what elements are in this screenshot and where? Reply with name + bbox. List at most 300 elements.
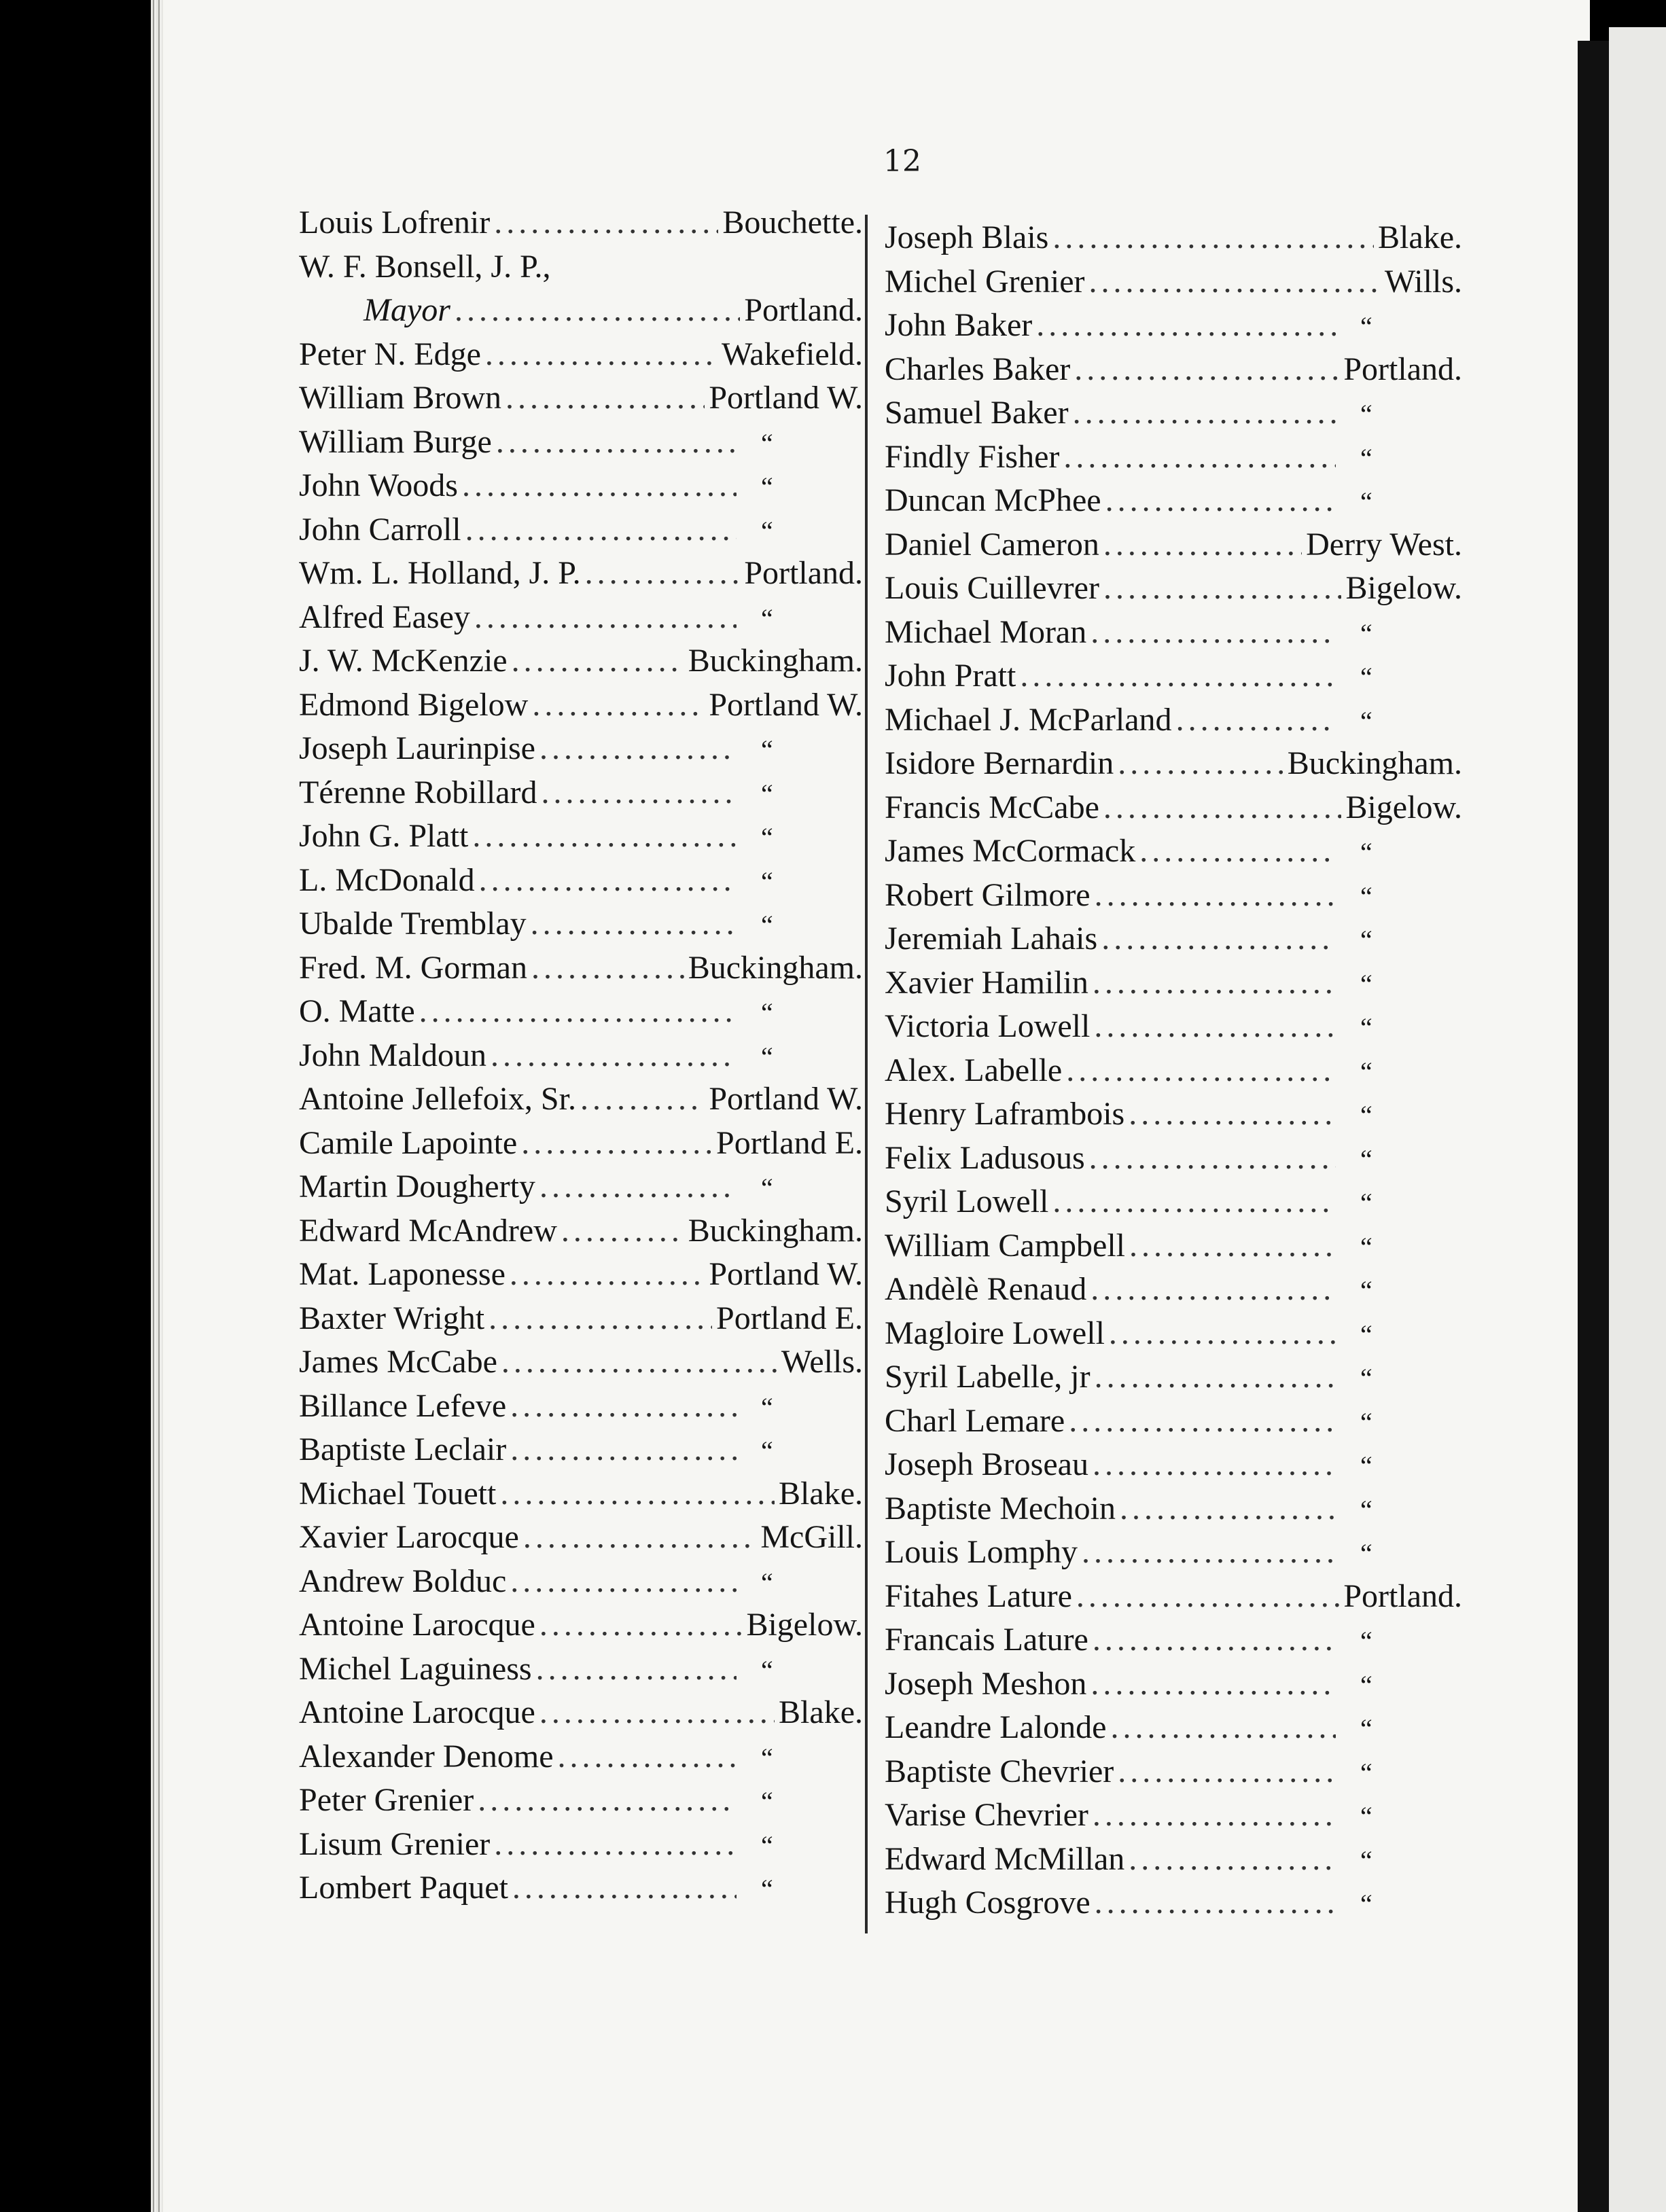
- entry-name: John Woods: [299, 467, 458, 503]
- list-item: [885, 1268, 1462, 1312]
- list-item: [299, 1385, 863, 1429]
- dot-leader: [585, 552, 741, 596]
- entry-name: Ubalde Tremblay: [299, 906, 527, 942]
- ditto-mark: “: [1360, 442, 1372, 474]
- ditto-mark: “: [1360, 837, 1372, 868]
- list-item: [299, 421, 863, 465]
- ditto-mark: “: [761, 1391, 773, 1423]
- ditto-mark: “: [1360, 1538, 1372, 1569]
- ditto-mark: “: [761, 1173, 773, 1203]
- list-item: [885, 1881, 1462, 1925]
- entry-name: Camile Lapointe: [299, 1124, 518, 1161]
- dot-leader: [501, 1340, 777, 1385]
- dot-leader: [531, 902, 737, 946]
- list-item: [885, 1706, 1462, 1750]
- list-item: [299, 1122, 863, 1166]
- dot-leader: [1110, 1706, 1336, 1750]
- ditto-mark: “: [1360, 486, 1372, 517]
- dot-leader: [496, 421, 737, 465]
- entry-place: Blake.: [779, 1475, 863, 1512]
- entry-name: Leandre Lalonde: [885, 1709, 1107, 1745]
- list-item: [299, 1297, 863, 1341]
- entry-name: Peter Grenier: [299, 1782, 474, 1818]
- list-item: [885, 786, 1462, 830]
- entry-name: Wm. L. Holland, J. P.: [299, 555, 581, 591]
- dot-leader: [1120, 1487, 1336, 1531]
- dot-leader: [472, 815, 737, 859]
- entry-place: Wells.: [781, 1344, 863, 1380]
- dot-leader: [521, 1122, 712, 1166]
- list-item: [299, 1735, 863, 1779]
- ditto-mark: “: [1360, 1056, 1372, 1087]
- entry-name: Joseph Meshon: [885, 1665, 1087, 1702]
- ditto-mark: “: [761, 515, 773, 546]
- dot-leader: [1093, 1443, 1336, 1487]
- ditto-mark: “: [761, 1830, 773, 1861]
- ditto-mark: “: [1360, 311, 1372, 342]
- dot-leader: [489, 1297, 712, 1341]
- dot-leader: [1118, 742, 1283, 786]
- dot-leader: [1036, 304, 1336, 348]
- entry-name: William Campbell: [885, 1227, 1125, 1264]
- dot-leader: [1020, 654, 1336, 698]
- ditto-mark: “: [1360, 1626, 1372, 1656]
- list-item: [885, 1399, 1462, 1444]
- page-number: 12: [883, 144, 921, 179]
- entry-name: Peter N. Edge: [299, 336, 481, 372]
- dot-leader: [1139, 830, 1336, 874]
- entry-name: Louis Lomphy: [885, 1534, 1078, 1570]
- dot-leader: [1103, 523, 1302, 567]
- ditto-mark: “: [1360, 399, 1372, 429]
- entry-place: Portland E.: [716, 1124, 863, 1161]
- dot-leader: [1069, 1399, 1336, 1444]
- entry-name: Francais Lature: [885, 1622, 1088, 1658]
- entry-place: Buckingham.: [688, 643, 863, 679]
- ditto-mark: “: [1360, 1844, 1372, 1876]
- entry-place: Portland W.: [709, 380, 863, 416]
- entry-name: Antoine Jellefoix, Sr.: [299, 1081, 576, 1117]
- entry-name: John Maldoun: [299, 1037, 486, 1073]
- list-item: [299, 1034, 863, 1078]
- dot-leader: [1091, 611, 1336, 655]
- entry-name: Jeremiah Lahais: [885, 921, 1098, 957]
- ditto-mark: “: [1360, 1231, 1372, 1262]
- list-item: [299, 1516, 863, 1560]
- ditto-mark: “: [761, 1041, 773, 1072]
- entry-place: Portland.: [1343, 1577, 1462, 1614]
- dot-leader: [1073, 391, 1336, 435]
- dot-leader: [465, 508, 737, 552]
- entry-name: Mat. Laponesse: [299, 1256, 506, 1292]
- ditto-mark: “: [1360, 1713, 1372, 1744]
- ditto-mark: “: [1360, 1450, 1372, 1481]
- entry-name: Magloire Lowell: [885, 1315, 1105, 1351]
- ditto-mark: “: [1360, 1188, 1372, 1218]
- entry-name: Antoine Larocque: [299, 1607, 535, 1643]
- entry-name: Duncan McPhee: [885, 482, 1101, 518]
- ditto-mark: “: [1360, 1363, 1372, 1393]
- list-item: [299, 1209, 863, 1253]
- dot-leader: [580, 1077, 705, 1122]
- dot-leader: [1091, 1268, 1336, 1312]
- list-item: [299, 376, 863, 421]
- dot-leader: [1095, 1881, 1336, 1925]
- ditto-mark: “: [761, 1435, 773, 1466]
- left-column-list: [299, 201, 863, 1910]
- dot-leader: [523, 1516, 757, 1560]
- dot-leader: [1118, 1750, 1336, 1794]
- facing-page-edge: [1609, 27, 1666, 2212]
- list-item: [885, 1180, 1462, 1224]
- entry-place: Portland.: [1343, 351, 1462, 387]
- entry-name: Xavier Larocque: [299, 1519, 519, 1555]
- list-item: [885, 1049, 1462, 1093]
- list-item: [885, 1531, 1462, 1575]
- entry-name: John Pratt: [885, 658, 1016, 694]
- entry-name: Joseph Laurinpise: [299, 730, 535, 766]
- ditto-mark: “: [1360, 1889, 1372, 1919]
- column-divider: [865, 215, 868, 1933]
- entry-name: Joseph Broseau: [885, 1446, 1088, 1482]
- dot-leader: [510, 1428, 737, 1472]
- dot-leader: [1105, 479, 1336, 523]
- ditto-mark: “: [761, 734, 773, 765]
- entry-name: Térenne Robillard: [299, 774, 537, 810]
- list-item: [885, 698, 1462, 743]
- list-item: [885, 1137, 1462, 1181]
- ditto-mark: “: [1360, 1801, 1372, 1832]
- entry-name: Antoine Larocque: [299, 1694, 535, 1730]
- dot-leader: [558, 1735, 737, 1779]
- list-item: [885, 260, 1462, 304]
- dot-leader: [539, 1165, 737, 1209]
- list-item: [885, 1750, 1462, 1794]
- entry-name: Edmond Bigelow: [299, 686, 529, 723]
- entry-name: Samuel Baker: [885, 395, 1069, 431]
- entry-place: Portland.: [744, 292, 863, 328]
- list-item: [885, 830, 1462, 874]
- list-item: [299, 508, 863, 552]
- list-item: [885, 1838, 1462, 1882]
- dot-leader: [542, 771, 737, 815]
- dot-leader: [539, 1603, 743, 1647]
- list-item: [299, 771, 863, 815]
- list-item: [885, 1005, 1462, 1049]
- list-item: [299, 1866, 863, 1910]
- entry-name: Baptiste Mechoin: [885, 1490, 1116, 1527]
- entry-place: Bigelow.: [1345, 789, 1462, 825]
- entry-name: Lombert Paquet: [299, 1870, 508, 1906]
- list-item: [299, 815, 863, 859]
- list-item: [885, 523, 1462, 567]
- entry-name: Robert Gilmore: [885, 876, 1091, 913]
- entry-name: Victoria Lowell: [885, 1008, 1091, 1044]
- list-item: [299, 1077, 863, 1122]
- ditto-mark: “: [1360, 925, 1372, 955]
- dot-leader: [539, 727, 737, 771]
- list-item: [885, 567, 1462, 611]
- dot-leader: [1103, 786, 1342, 830]
- entry-name: Louis Lofrenir: [299, 204, 491, 240]
- ditto-mark: “: [1360, 1319, 1372, 1350]
- ditto-mark: “: [761, 1874, 773, 1904]
- dot-leader: [1091, 1662, 1336, 1707]
- entry-place: Buckingham.: [688, 1212, 863, 1249]
- list-item: [299, 596, 863, 640]
- ditto-mark: “: [761, 1567, 773, 1598]
- dot-leader: [510, 1385, 737, 1429]
- entry-name: Lisum Grenier: [299, 1825, 491, 1862]
- list-item: [885, 1794, 1462, 1838]
- dot-leader: [485, 333, 717, 377]
- dot-leader: [419, 990, 737, 1034]
- entry-name: Michael J. McParland: [885, 701, 1172, 738]
- list-item: [885, 874, 1462, 918]
- entry-name: Findly Fisher: [885, 438, 1060, 475]
- dot-leader: [494, 201, 718, 245]
- book-binding-shadow: [1578, 41, 1609, 2212]
- entry-name: Edward McAndrew: [299, 1212, 557, 1249]
- list-item: [299, 245, 863, 289]
- ditto-mark: “: [1360, 1406, 1372, 1438]
- list-item: [299, 1165, 863, 1209]
- dot-leader: [462, 464, 737, 508]
- list-item: [885, 611, 1462, 655]
- entry-name: L. McDonald: [299, 861, 475, 898]
- entry-name: William Burge: [299, 423, 492, 460]
- entry-name: Edward McMillan: [885, 1840, 1125, 1877]
- list-item: [299, 1823, 863, 1867]
- entry-name: Charles Baker: [885, 351, 1071, 387]
- ditto-mark: “: [1360, 1100, 1372, 1130]
- list-item: [299, 289, 863, 333]
- entry-name: Syril Labelle, jr: [885, 1359, 1091, 1395]
- dot-leader: [1129, 1224, 1336, 1268]
- entry-place: Portland W.: [709, 1256, 863, 1292]
- list-item: [299, 683, 863, 728]
- list-item: [299, 639, 863, 683]
- list-item: [885, 479, 1462, 523]
- entry-name: Michael Touett: [299, 1475, 497, 1512]
- entry-name: Xavier Hamilin: [885, 964, 1088, 1001]
- dot-leader: [1066, 1049, 1336, 1093]
- entry-name: Daniel Cameron: [885, 526, 1099, 563]
- ditto-mark: “: [761, 997, 773, 1028]
- dot-leader: [1093, 1794, 1336, 1838]
- dot-leader: [536, 1647, 737, 1692]
- list-item: [299, 1647, 863, 1692]
- list-item: [885, 1443, 1462, 1487]
- ditto-mark: “: [1360, 880, 1372, 912]
- dot-leader: [1074, 348, 1339, 392]
- ditto-mark: “: [761, 1654, 773, 1685]
- dot-leader: [1095, 1355, 1336, 1399]
- ditto-mark: “: [1360, 1275, 1372, 1306]
- ditto-mark: “: [761, 471, 773, 502]
- dot-leader: [1052, 216, 1374, 260]
- dot-leader: [1095, 874, 1336, 918]
- entry-name: John Baker: [885, 307, 1033, 343]
- list-item: [299, 946, 863, 991]
- list-item: [299, 464, 863, 508]
- entry-name: Syril Lowell: [885, 1183, 1049, 1219]
- list-item: [885, 1312, 1462, 1356]
- entry-place: Blake.: [1378, 219, 1462, 255]
- entry-place: Wakefield.: [721, 336, 863, 372]
- list-item: [299, 1779, 863, 1823]
- list-item: [885, 654, 1462, 698]
- dot-leader: [506, 376, 705, 421]
- list-item: [885, 304, 1462, 348]
- list-item: [885, 1618, 1462, 1662]
- entry-name: Isidore Bernardin: [885, 745, 1114, 781]
- ditto-mark: “: [761, 427, 773, 459]
- list-item: [885, 742, 1462, 786]
- dot-leader: [500, 1472, 775, 1516]
- dot-leader: [1093, 1618, 1336, 1662]
- entry-name: John G. Platt: [299, 818, 469, 854]
- list-item: [885, 1487, 1462, 1531]
- right-column-list: [885, 216, 1462, 1925]
- entry-name: Baxter Wright: [299, 1300, 485, 1336]
- entry-name: Michael Moran: [885, 613, 1087, 650]
- dot-leader: [478, 1779, 737, 1823]
- dot-leader: [1052, 1180, 1336, 1224]
- list-item: [885, 1092, 1462, 1137]
- list-item: [299, 552, 863, 596]
- entry-name: O. Matte: [299, 993, 415, 1029]
- dot-leader: [1176, 698, 1336, 743]
- entry-name: Henry Laframbois: [885, 1096, 1125, 1132]
- list-item: [885, 216, 1462, 260]
- entry-name: Hugh Cosgrove: [885, 1885, 1091, 1921]
- dot-leader: [510, 1560, 737, 1604]
- entry-name: John Carroll: [299, 511, 461, 548]
- list-item: [299, 902, 863, 946]
- list-item: [299, 201, 863, 245]
- dot-leader: [1094, 1005, 1336, 1049]
- list-item: [885, 1575, 1462, 1619]
- ditto-mark: “: [1360, 968, 1372, 999]
- list-item: [885, 435, 1462, 480]
- list-item: [299, 727, 863, 771]
- list-item: [885, 1662, 1462, 1707]
- list-item: [299, 1691, 863, 1735]
- entry-name: Fred. M. Gorman: [299, 949, 527, 986]
- entry-place: Buckingham.: [1287, 745, 1462, 781]
- entry-name: Baptiste Leclair: [299, 1431, 507, 1467]
- entry-place: McGill.: [760, 1519, 863, 1555]
- entry-name: Michel Laguiness: [299, 1650, 532, 1687]
- dot-leader: [1129, 1838, 1336, 1882]
- ditto-mark: “: [761, 603, 773, 634]
- list-item: [299, 859, 863, 903]
- ditto-mark: “: [761, 866, 773, 897]
- list-item: [299, 1603, 863, 1647]
- list-item: [299, 1472, 863, 1516]
- dot-leader: [455, 289, 740, 333]
- entry-name: J. W. McKenzie: [299, 643, 508, 679]
- list-item: [299, 990, 863, 1034]
- list-item: [885, 1355, 1462, 1399]
- list-item: [299, 333, 863, 377]
- ditto-mark: “: [761, 822, 773, 853]
- dot-leader: [1089, 260, 1381, 304]
- list-item: [299, 1253, 863, 1297]
- entry-name: James McCabe: [299, 1344, 497, 1380]
- entry-name: Michel Grenier: [885, 263, 1085, 300]
- dot-leader: [1089, 1137, 1336, 1181]
- list-item: [885, 391, 1462, 435]
- list-item: [299, 1560, 863, 1604]
- ditto-mark: “: [1360, 1012, 1372, 1043]
- entry-name: W. F. Bonsell, J. P.,: [299, 248, 551, 285]
- dot-leader: [474, 596, 737, 640]
- entry-name: Andrew Bolduc: [299, 1563, 507, 1599]
- dot-leader: [1082, 1531, 1336, 1575]
- entry-name: Charl Lemare: [885, 1402, 1065, 1439]
- ditto-mark: “: [761, 1786, 773, 1817]
- dot-leader: [1103, 567, 1342, 611]
- dot-leader: [1093, 961, 1336, 1005]
- ditto-mark: “: [1360, 1143, 1372, 1175]
- entry-name: Alfred Easey: [299, 599, 470, 635]
- ditto-mark: “: [1360, 1669, 1372, 1700]
- entry-name: Billance Lefeve: [299, 1387, 507, 1424]
- entry-place: Portland W.: [709, 1081, 863, 1117]
- entry-name: Alex. Labelle: [885, 1052, 1063, 1088]
- ditto-mark: “: [1360, 1757, 1372, 1788]
- entry-place: Blake.: [779, 1694, 863, 1730]
- list-item: [885, 961, 1462, 1005]
- ditto-mark: “: [1360, 662, 1372, 692]
- dot-leader: [512, 639, 684, 683]
- entry-name: Mayor: [364, 292, 450, 328]
- entry-place: Bigelow.: [746, 1607, 863, 1643]
- entry-name: Francis McCabe: [885, 789, 1099, 825]
- entry-name: James McCormack: [885, 833, 1136, 869]
- dot-leader: [510, 1253, 705, 1297]
- ditto-mark: “: [761, 910, 773, 940]
- entry-name: Louis Cuillevrer: [885, 570, 1099, 606]
- entry-place: Bouchette.: [722, 204, 863, 240]
- list-item: [885, 1224, 1462, 1268]
- dot-leader: [532, 683, 705, 728]
- ditto-mark: “: [761, 778, 773, 809]
- entry-place: Derry West.: [1306, 526, 1462, 563]
- entry-name: Varise Chevrier: [885, 1797, 1088, 1833]
- dot-leader: [1076, 1575, 1339, 1619]
- entry-place: Portland W.: [709, 686, 863, 723]
- entry-name: Andèlè Renaud: [885, 1271, 1087, 1307]
- dot-leader: [1129, 1092, 1336, 1137]
- dot-leader: [1063, 435, 1336, 480]
- entry-name: Fitahes Lature: [885, 1577, 1072, 1614]
- ditto-mark: “: [1360, 1494, 1372, 1525]
- dot-leader: [479, 859, 737, 903]
- entry-name: Baptiste Chevrier: [885, 1753, 1114, 1789]
- dot-leader: [531, 946, 684, 991]
- entry-name: Alexander Denome: [299, 1738, 554, 1774]
- entry-place: Wills.: [1384, 263, 1462, 300]
- list-item: [885, 348, 1462, 392]
- list-item: [299, 1428, 863, 1472]
- ditto-mark: “: [1360, 705, 1372, 736]
- entry-place: Buckingham.: [688, 949, 863, 986]
- dot-leader: [539, 1691, 775, 1735]
- entry-name: William Brown: [299, 380, 502, 416]
